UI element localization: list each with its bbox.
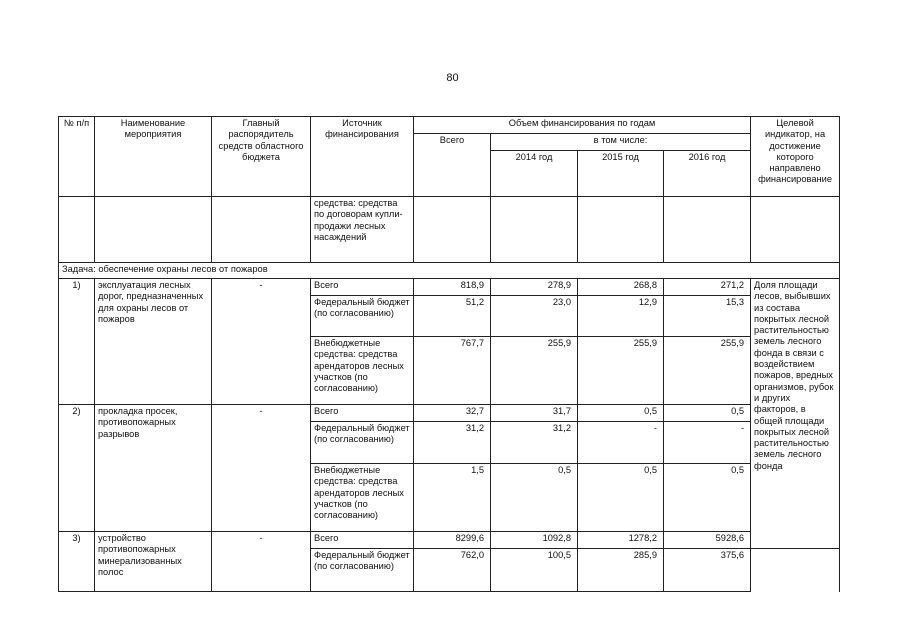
item-name: эксплуатация лесных дорог, предназначенных для охраны лесов от пожаров: [95, 279, 212, 405]
row-2016: -: [664, 422, 751, 464]
header-name: Наименование мероприятия: [95, 117, 212, 197]
header-total: Всего: [414, 134, 491, 197]
header-including: в том числе:: [491, 134, 751, 151]
carry-source: средства: средства по договорам купли-продажи лесных насаждений: [311, 197, 414, 263]
row-total: 1,5: [414, 464, 491, 532]
item-number: 3): [59, 532, 95, 592]
row-source: Всего: [311, 405, 414, 422]
row-2015: 12,9: [578, 296, 664, 337]
row-total: 818,9: [414, 279, 491, 296]
row-2014: 100,5: [491, 549, 578, 592]
row-source: Федеральный бюджет (по согласованию): [311, 549, 414, 592]
row-2015: 1278,2: [578, 532, 664, 549]
table-row: [59, 279, 840, 296]
header-year-2014: 2014 год: [491, 151, 578, 197]
row-total: 767,7: [414, 337, 491, 405]
item-distributor: -: [212, 405, 311, 532]
row-2016: 5928,6: [664, 532, 751, 549]
row-2014: 278,9: [491, 279, 578, 296]
row-2016: 15,3: [664, 296, 751, 337]
table-row: [59, 532, 840, 549]
row-2016: 255,9: [664, 337, 751, 405]
row-total: 51,2: [414, 296, 491, 337]
financing-table: [58, 116, 840, 592]
row-2014: 31,7: [491, 405, 578, 422]
header-indicator: Целевой индикатор, на достижение которого направлено финансирование: [751, 117, 840, 197]
row-2014: 0,5: [491, 464, 578, 532]
row-source: Внебюджетные средства: средства арендаторов лесных участков (по согласованию): [311, 464, 414, 532]
row-total: 32,7: [414, 405, 491, 422]
row-2014: 1092,8: [491, 532, 578, 549]
row-2016: 271,2: [664, 279, 751, 296]
row-total: 8299,6: [414, 532, 491, 549]
row-2015: 0,5: [578, 405, 664, 422]
header-distributor: Главный распорядитель средств областного бюджета: [212, 117, 311, 197]
row-2016: 375,6: [664, 549, 751, 592]
row-2014: 23,0: [491, 296, 578, 337]
row-source: Всего: [311, 532, 414, 549]
row-source: Всего: [311, 279, 414, 296]
row-total: 31,2: [414, 422, 491, 464]
item-distributor: -: [212, 532, 311, 592]
header-source: Источник финансирования: [311, 117, 414, 197]
row-2014: 31,2: [491, 422, 578, 464]
item-distributor: -: [212, 279, 311, 405]
header-year-2015: 2015 год: [578, 151, 664, 197]
row-2016: 0,5: [664, 464, 751, 532]
row-2015: -: [578, 422, 664, 464]
target-indicator: Доля площади лесов, выбывших из состава покрытых лесной растительностью земель лесного фонда в связи с воздействием пожаров, вредных организмов, рубок и других факторов, в общей площади покрытых лесной растительностью земель лесного фонда: [751, 279, 840, 549]
table-row: [59, 405, 840, 422]
item-number: 1): [59, 279, 95, 405]
page-number: 80: [446, 72, 459, 84]
carry-over-row: [59, 197, 840, 263]
item-number: 2): [59, 405, 95, 532]
item-name: прокладка просек, противопожарных разрывов: [95, 405, 212, 532]
header-year-2016: 2016 год: [664, 151, 751, 197]
row-2016: 0,5: [664, 405, 751, 422]
row-2015: 285,9: [578, 549, 664, 592]
row-2015: 268,8: [578, 279, 664, 296]
row-2015: 255,9: [578, 337, 664, 405]
header-num: № п/п: [59, 117, 95, 197]
row-source: Федеральный бюджет (по согласованию): [311, 296, 414, 337]
row-source: Внебюджетные средства: средства арендаторов лесных участков (по согласованию): [311, 337, 414, 405]
header-volume: Объем финансирования по годам: [414, 117, 751, 134]
row-total: 762,0: [414, 549, 491, 592]
row-2014: 255,9: [491, 337, 578, 405]
row-source: Федеральный бюджет (по согласованию): [311, 422, 414, 464]
row-2015: 0,5: [578, 464, 664, 532]
item-name: устройство противопожарных минерализованных полос: [95, 532, 212, 592]
task-title: Задача: обеспечение охраны лесов от пожаров: [59, 263, 840, 279]
